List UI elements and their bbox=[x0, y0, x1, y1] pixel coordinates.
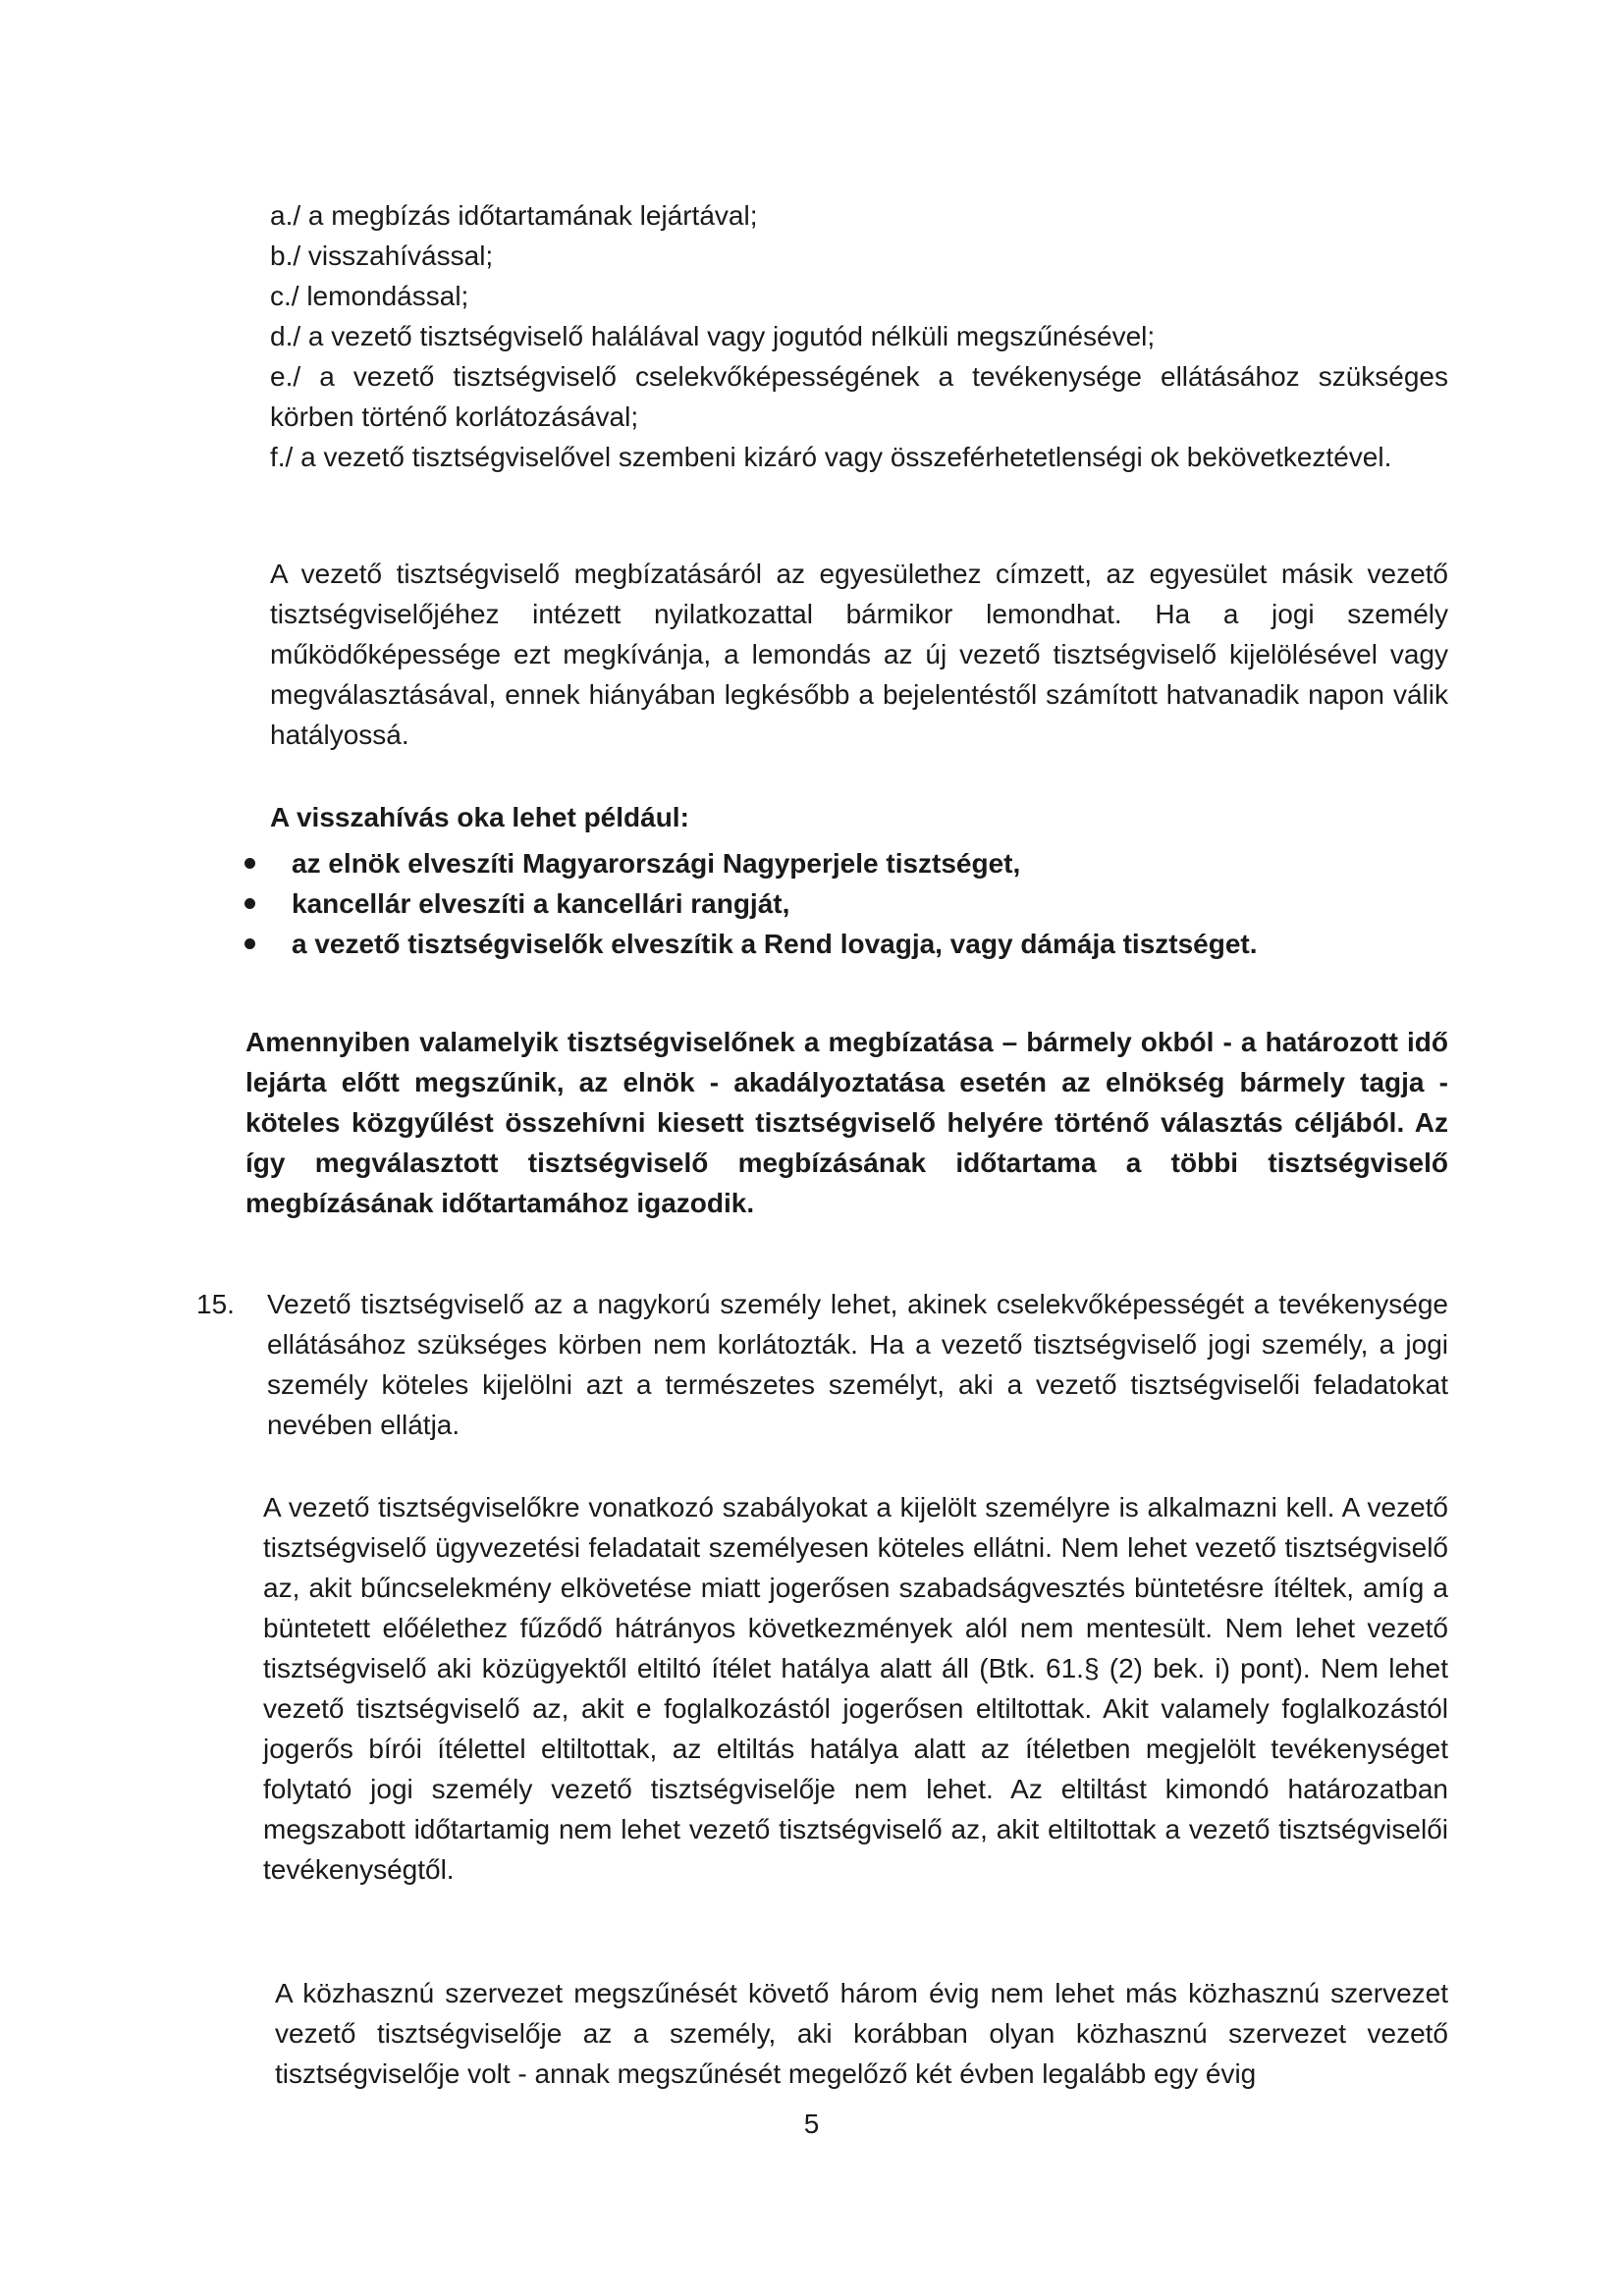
list-item-b: b./ visszahívással; bbox=[270, 240, 494, 271]
termination-list bbox=[270, 195, 1448, 477]
public-benefit-paragraph: A közhasznú szervezet megszűnését követő három évig nem lehet más közhasznú szervezet vezető tisztségviselője az a személy, aki korábban olyan közhasznú szervezet vezető tisztségviselője volt - annak megszűnését megelőző két évben legalább egy évig bbox=[275, 1978, 1448, 2089]
recall-reason-item: a vezető tisztségviselők elveszítik a Rend lovagja, vagy dámája tisztséget. bbox=[243, 924, 1450, 964]
bullet-icon bbox=[244, 858, 255, 869]
resignation-paragraph: A vezető tisztségviselő megbízatásáról az egyesülethez címzett, az egyesület másik vezető tisztségviselőjéhez intézett nyilatkozattal bármikor lemondhat. Ha a jogi személy működőképessége ezt megkívánja, a lemondás az új vezető tisztségviselő kijelölésével vagy megválasztásával, ennek hiányában legkésőbb a bejelentéstől számított hatvanadik napon válik hatályossá. bbox=[270, 559, 1448, 750]
recall-reason-item: az elnök elveszíti Magyarországi Nagyperjele tisztséget, bbox=[243, 843, 1450, 883]
list-item-a: a./ a megbízás időtartamának lejártával; bbox=[270, 200, 758, 231]
recall-reason-item: kancellár elveszíti a kancellári rangját, bbox=[243, 883, 1450, 924]
rules-paragraph: A vezető tisztségviselőkre vonatkozó szabályokat a kijelölt személyre is alkalmazni kell. A vezető tisztségviselő ügyvezetési feladatait személyesen köteles ellátni. Nem lehet vezető tisztségviselő az, akit bűncselekmény elkövetése miatt jogerősen szabadságvesztés büntetésre ítéltek, amíg a büntetett előélethez fűződő hátrányos következmények alól nem mentesült. Nem lehet vezető tisztségviselő aki közügyektől eltiltó ítélet hatálya alatt áll (Btk. 61.§ (2) bek. i) pont). Nem lehet vezető tisztségviselő az, akit e foglalkozástól jogerősen eltiltottak. Akit valamely foglalkozástól jogerős bírói ítélettel eltiltottak, az eltiltás hatálya alatt az ítéletben megjelölt tevékenységet folytató jogi személy vezető tisztségviselője nem lehet. Az eltiltást kimondó határozatban megszabott időtartamig nem lehet vezető tisztségviselő az, akit eltiltottak a vezető tisztségviselői tevékenységtől. bbox=[263, 1492, 1448, 1885]
recall-heading: A visszahívás oka lehet például: bbox=[270, 802, 689, 832]
list-item-d: d./ a vezető tisztségviselő halálával vagy jogutód nélküli megszűnésével; bbox=[270, 321, 1156, 351]
list-item-c: c./ lemondással; bbox=[270, 281, 469, 311]
section-15-paragraph: Vezető tisztségviselő az a nagykorú személy lehet, akinek cselekvőképességét a tevékenysége ellátásához szükséges körben nem korlátozták. Ha a vezető tisztségviselő jogi személy, a jogi személy köteles kijelölni azt a természetes személyt, aki a vezető tisztségviselői feladatokat nevében ellátja. bbox=[267, 1289, 1448, 1440]
bullet-icon bbox=[244, 898, 255, 909]
section-number: 15. bbox=[196, 1289, 235, 1319]
bullet-icon bbox=[244, 938, 255, 949]
page-number: 5 bbox=[803, 2109, 820, 2139]
recall-reasons-list bbox=[243, 843, 1450, 964]
list-item-e: e./ a vezető tisztségviselő cselekvőképességének a tevékenysége ellátásához szükséges körben történő korlátozásával; bbox=[270, 361, 1448, 432]
vacancy-paragraph: Amennyiben valamelyik tisztségviselőnek a megbízatása – bármely okból - a határozott idő lejárta előtt megszűnik, az elnök - akadályoztatása esetén az elnökség bármely tagja - köteles közgyűlést összehívni kiesett tisztségviselő helyére történő választás céljából. Az így megválasztott tisztségviselő megbízásának időtartama a többi tisztségviselő megbízásának időtartamához igazodik. bbox=[245, 1027, 1448, 1218]
list-item-f: f./ a vezető tisztségviselővel szembeni kizáró vagy összeférhetetlenségi ok bekövetkeztével. bbox=[270, 442, 1392, 472]
